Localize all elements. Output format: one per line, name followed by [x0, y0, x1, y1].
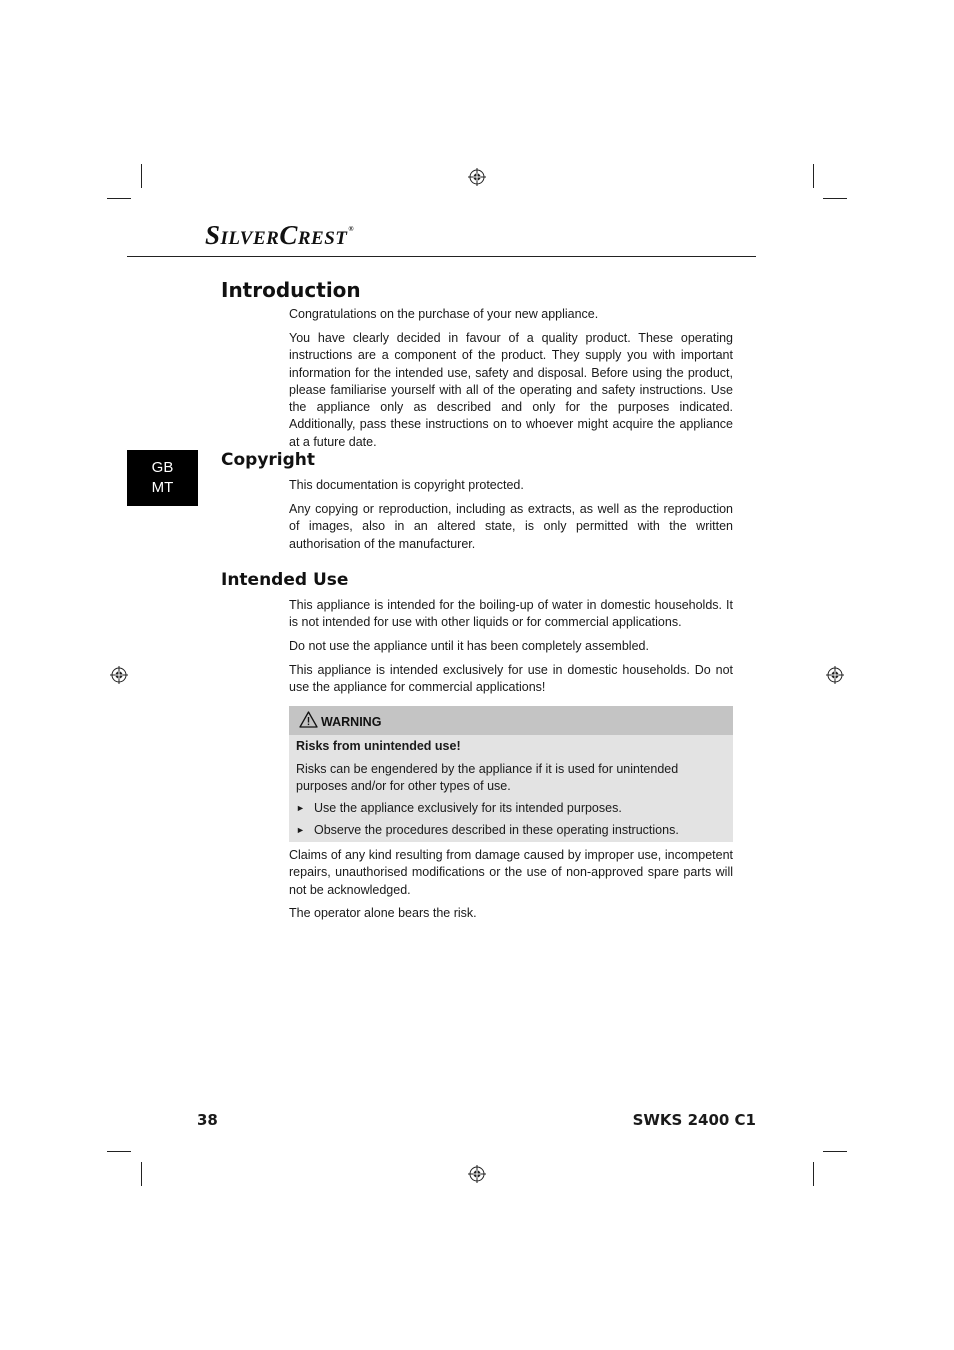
registered-mark: ® [348, 225, 355, 233]
brand-logo [205, 220, 354, 251]
page-number: 38 [197, 1111, 218, 1129]
language-code-gb: GB [151, 459, 174, 476]
heading-intended-use: Intended Use [221, 570, 349, 590]
bullet-arrow-icon: ► [296, 825, 305, 835]
registration-mark-icon [468, 168, 486, 186]
crop-mark [823, 198, 847, 199]
list-item [296, 801, 622, 815]
registration-mark-icon [826, 666, 844, 684]
heading-copyright: Copyright [221, 450, 316, 470]
warning-text: Risks can be engendered by the appliance if it is used for unintended purposes and/or for other types of use. [296, 762, 679, 794]
paragraph: This appliance is intended for the boiling-up of water in domestic households. It is not intended for use with other liquids or for commercial applications. [289, 598, 733, 630]
crop-mark [141, 164, 142, 188]
header-rule [127, 256, 756, 257]
crop-mark [141, 1162, 142, 1186]
crop-mark [813, 164, 814, 188]
warning-header [289, 706, 733, 735]
list-item [296, 823, 679, 837]
list-item-text: Use the appliance exclusively for its intended purposes. [314, 801, 622, 815]
warning-box [289, 706, 733, 842]
paragraph: Any copying or reproduction, including as extracts, as well as the reproduction of images, also in an altered state, is only permitted with the written authorisation of the manufacturer. [289, 502, 733, 551]
crop-mark [107, 1151, 131, 1152]
paragraph: This appliance is intended exclusively for use in domestic households. Do not use the appliance for commercial applications! [289, 663, 733, 695]
paragraph: Do not use the appliance until it has been completely assembled. [289, 639, 649, 653]
registration-mark-icon [468, 1165, 486, 1183]
paragraph: The operator alone bears the risk. [289, 906, 477, 920]
language-tab [127, 450, 198, 506]
warning-label: WARNING [321, 715, 382, 729]
paragraph: You have clearly decided in favour of a quality product. These operating instructions are a component of the product. They supply you with important information for the intended use, safety and disposal. Before using the product, please familiarise yourself with all of the operating and safety instructions. Use the appliance only as described and only for the purposes indicated. Additionally, pass these instructions on to whoever might acquire the appliance at a future date. [289, 331, 733, 449]
paragraph: This documentation is copyright protected. [289, 478, 524, 492]
warning-triangle-icon [299, 711, 318, 728]
heading-introduction: Introduction [221, 278, 361, 302]
list-item-text: Observe the procedures described in these operating instructions. [314, 823, 679, 837]
registration-mark-icon [110, 666, 128, 684]
language-code-mt: MT [151, 479, 174, 496]
brand-second: Crest [279, 220, 348, 250]
warning-title: Risks from unintended use! [296, 739, 461, 753]
crop-mark [813, 1162, 814, 1186]
brand-main: Silver [205, 220, 280, 250]
crop-mark [107, 198, 131, 199]
bullet-arrow-icon: ► [296, 803, 305, 813]
paragraph: Congratulations on the purchase of your new appliance. [289, 307, 599, 321]
paragraph: Claims of any kind resulting from damage caused by improper use, incompetent repairs, unauthorised modifications or the use of non-approved spare parts will not be acknowledged. [289, 848, 733, 897]
crop-mark [823, 1151, 847, 1152]
model-number: SWKS 2400 C1 [632, 1111, 756, 1129]
